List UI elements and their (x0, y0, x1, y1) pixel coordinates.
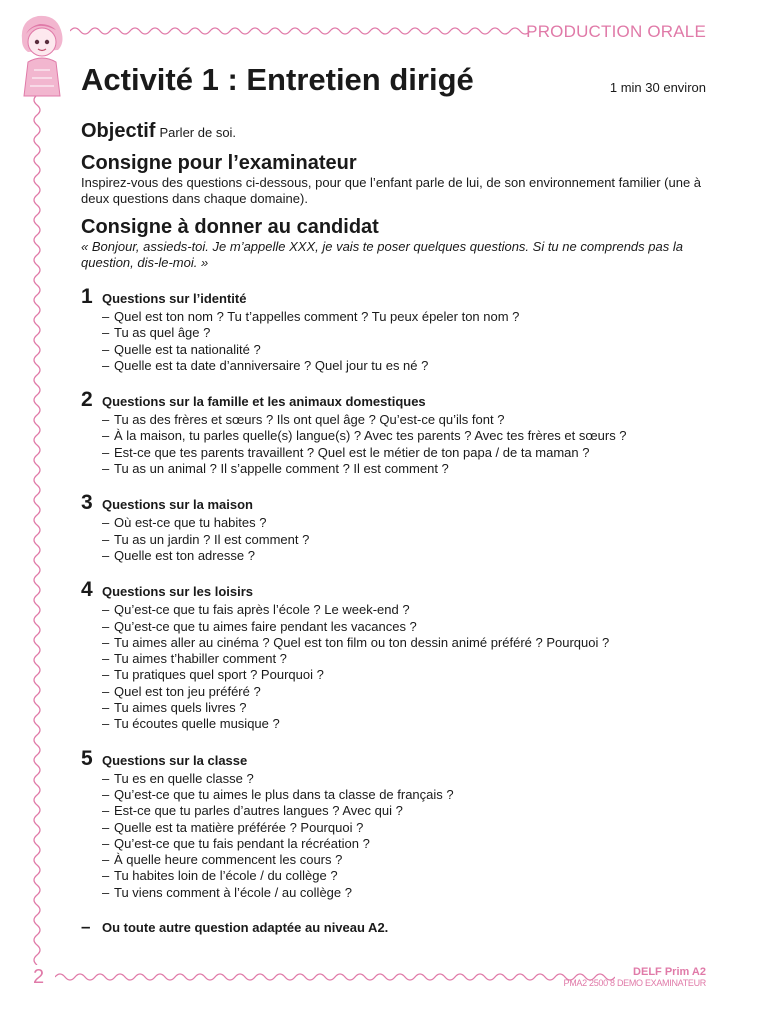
final-dash: – (81, 917, 91, 937)
question-item: – À quelle heure commencent les cours ? (102, 852, 711, 868)
question-item: – Qu’est-ce que tu fais après l’école ? Le week-end ? (102, 602, 711, 618)
page-title: Activité 1 : Entretien dirigé (81, 62, 474, 97)
question-section (81, 388, 711, 477)
objectif-line (81, 120, 711, 143)
section-heading (81, 747, 711, 771)
question-item: – Tu aimes aller au cinéma ? Quel est ton film ou ton dessin animé préféré ? Pourquoi ? (102, 635, 711, 651)
footer-title: DELF Prim A2 (633, 966, 706, 978)
question-item: – Tu habites loin de l’école / du collège ? (102, 868, 711, 884)
section-number: 2 (81, 388, 93, 412)
wavy-divider-left (30, 95, 44, 965)
section-heading (81, 491, 711, 515)
question-item: – Tu viens comment à l’école / au collège ? (102, 885, 711, 901)
section-title: Questions sur les loisirs (102, 584, 253, 600)
question-item: – Qu’est-ce que tu aimes faire pendant les vacances ? (102, 619, 711, 635)
question-sections (81, 285, 711, 901)
consigne-examinateur-text: Inspirez-vous des questions ci-dessous, pour que l’enfant parle de lui, de son environnement familier (une à deux questions dans chaque domaine). (81, 175, 702, 206)
main-content (81, 120, 711, 937)
question-item: – Quelle est ta matière préférée ? Pourquoi ? (102, 820, 711, 836)
section-heading (81, 578, 711, 602)
question-item: – Tu as quel âge ? (102, 325, 711, 341)
footer-code: PMA2 2500 8 DEMO EXAMINATEUR (563, 978, 706, 988)
section-title: Questions sur l’identité (102, 291, 247, 306)
section-label: PRODUCTION ORALE (526, 22, 706, 41)
final-note (81, 917, 711, 937)
question-list (81, 771, 711, 901)
footer-info (564, 966, 706, 988)
wavy-divider-bottom (55, 970, 615, 984)
question-item: – Tu aimes quels livres ? (102, 700, 711, 716)
question-list (81, 602, 711, 732)
question-item: – Quelle est ta date d’anniversaire ? Quel jour tu es né ? (102, 358, 711, 374)
question-item: – Tu pratiques quel sport ? Pourquoi ? (102, 667, 711, 683)
question-item: – Tu écoutes quelle musique ? (102, 716, 711, 732)
question-item: – Tu es en quelle classe ? (102, 771, 711, 787)
consigne-examinateur-heading: Consigne pour l’examinateur (81, 152, 357, 174)
question-list (81, 412, 711, 477)
question-list (81, 515, 711, 564)
section-number: 1 (81, 285, 93, 308)
question-item: – Tu as un jardin ? Il est comment ? (102, 532, 711, 548)
question-item: – Où est-ce que tu habites ? (102, 515, 711, 531)
question-item: – Quelle est ton adresse ? (102, 548, 711, 564)
final-note-text: Ou toute autre question adaptée au niveau A2. (102, 920, 389, 936)
section-heading (81, 285, 711, 309)
section-number: 3 (81, 491, 93, 515)
section-title: Questions sur la famille et les animaux domestiques (102, 394, 426, 410)
girl-mascot-icon (14, 10, 72, 100)
question-item: – Quel est ton nom ? Tu t’appelles comment ? Tu peux épeler ton nom ? (102, 309, 711, 325)
question-item: – À la maison, tu parles quelle(s) langue(s) ? Avec tes parents ? Avec tes frères et sœurs ? (102, 428, 711, 444)
question-item: – Quelle est ta nationalité ? (102, 342, 711, 358)
question-item: – Tu as un animal ? Il s’appelle comment ? Il est comment ? (102, 461, 711, 477)
section-heading (81, 388, 711, 412)
question-list (81, 309, 711, 374)
question-section (81, 285, 711, 374)
question-section (81, 491, 711, 564)
objectif-label: Objectif (81, 120, 156, 142)
question-item: – Tu aimes t’habiller comment ? (102, 651, 711, 667)
objectif-text: Parler de soi. (159, 125, 237, 140)
question-item: – Quel est ton jeu préféré ? (102, 684, 711, 700)
section-title: Questions sur la maison (102, 497, 253, 513)
duration-label: 1 min 30 environ (609, 80, 706, 95)
consigne-candidat-heading: Consigne à donner au candidat (81, 216, 379, 238)
question-item: – Qu’est-ce que tu aimes le plus dans ta classe de français ? (102, 787, 711, 803)
question-item: – Tu as des frères et sœurs ? Ils ont quel âge ? Qu’est-ce qu’ils font ? (102, 412, 711, 428)
section-number: 5 (81, 746, 93, 770)
question-item: – Est-ce que tes parents travaillent ? Quel est le métier de ton papa / de ta maman ? (102, 445, 711, 461)
question-section (81, 578, 711, 732)
question-section (81, 747, 711, 901)
page-number: 2 (33, 966, 45, 988)
wavy-divider-top (70, 24, 530, 38)
section-title: Questions sur la classe (102, 752, 248, 768)
question-item: – Est-ce que tu parles d’autres langues ? Avec qui ? (102, 803, 711, 819)
section-number: 4 (81, 578, 93, 602)
question-item: – Qu’est-ce que tu fais pendant la récréation ? (102, 836, 711, 852)
consigne-candidat-text: « Bonjour, assieds-toi. Je m’appelle XXX, je vais te poser quelques questions. Si tu ne comprends pas la question, dis-le-moi. » (81, 239, 683, 270)
